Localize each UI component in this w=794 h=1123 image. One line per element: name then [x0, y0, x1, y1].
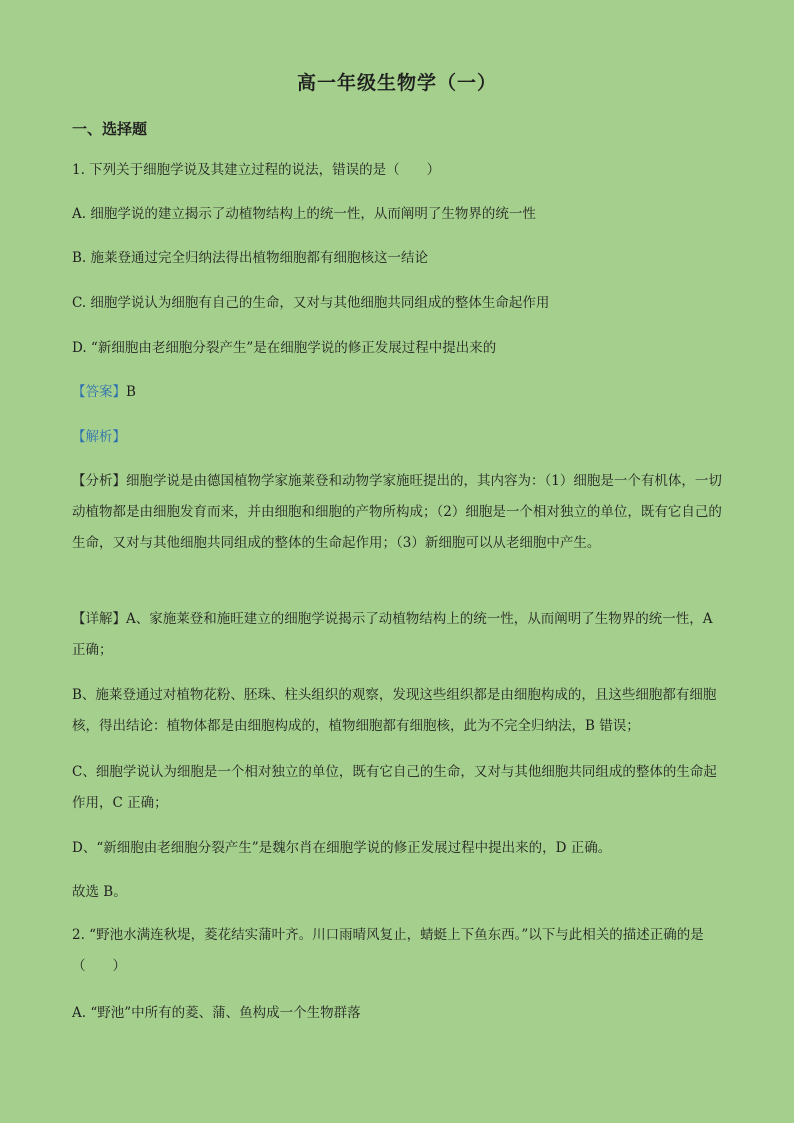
analysis-tag: 【解析】 [72, 429, 126, 445]
q1-option-b: B. 施莱登通过完全归纳法得出植物细胞都有细胞核这一结论 [72, 250, 429, 266]
q1-stem: 1. 下列关于细胞学说及其建立过程的说法，错误的是（ ） [72, 162, 441, 178]
q2-option-a: A. “野池”中所有的菱、蒲、鱼构成一个生物群落 [72, 1005, 361, 1021]
q1-detail-a [72, 604, 722, 666]
answer-value: B [126, 384, 136, 400]
page-title: 高一年级生物学（一） [296, 72, 497, 94]
q1-conclusion: 故选 B。 [72, 884, 127, 900]
q1-option-d: D. “新细胞由老细胞分裂产生”是在细胞学说的修正发展过程中提出来的 [72, 340, 497, 356]
q1-answer [72, 382, 136, 402]
q1-detail-c: C、细胞学说认为细胞是一个相对独立的单位，既有它自己的生命，又对与其他细胞共同组成的整体的生命起作用，C 正确； [72, 764, 717, 811]
q1-detail-d: D、“新细胞由老细胞分裂产生”是魏尔肖在细胞学说的修正发展过程中提出来的，D 正确。 [72, 840, 612, 856]
detail-a-text: A、家施莱登和施旺建立的细胞学说揭示了动植物结构上的统一性，从而阐明了生物界的统一性，A 正确； [72, 611, 713, 658]
q1-option-c: C. 细胞学说认为细胞有自己的生命，又对与其他细胞共同组成的整体生命起作用 [72, 295, 550, 311]
q1-option-a: A. 细胞学说的建立揭示了动植物结构上的统一性，从而阐明了生物界的统一性 [72, 206, 536, 222]
analysis-text: 细胞学说是由德国植物学家施莱登和动物学家施旺提出的，其内容为：（1）细胞是一个有机体，一切动植物都是由细胞发育而来，并由细胞和细胞的产物所构成；（2）细胞是一个相对独立的单位，既有它自己的生命，又对与其他细胞共同组成的整体的生命起作用；（3）新细胞可以从老细胞中产生。 [72, 473, 722, 551]
answer-tag: 【答案】 [72, 384, 126, 400]
q2-stem: 2. “野池水满连秋堤，菱花结实蒲叶齐。川口雨晴风复止，蜻蜓上下鱼东西。”以下与此相关的描述正确的是（ ） [72, 927, 704, 974]
analysis-label: 【分析】 [72, 473, 126, 489]
section-heading: 一、选择题 [72, 120, 148, 138]
detail-label: 【详解】 [72, 611, 126, 627]
q1-detail-b: B、施莱登通过对植物花粉、胚珠、柱头组织的观察，发现这些组织都是由细胞构成的，且这些细胞都有细胞核，得出结论：植物体都是由细胞构成的，植物细胞都有细胞核，此为不完全归纳法，B 错误； [72, 687, 717, 734]
q1-analysis-heading [72, 427, 126, 447]
q1-analysis-paragraph [72, 466, 722, 559]
